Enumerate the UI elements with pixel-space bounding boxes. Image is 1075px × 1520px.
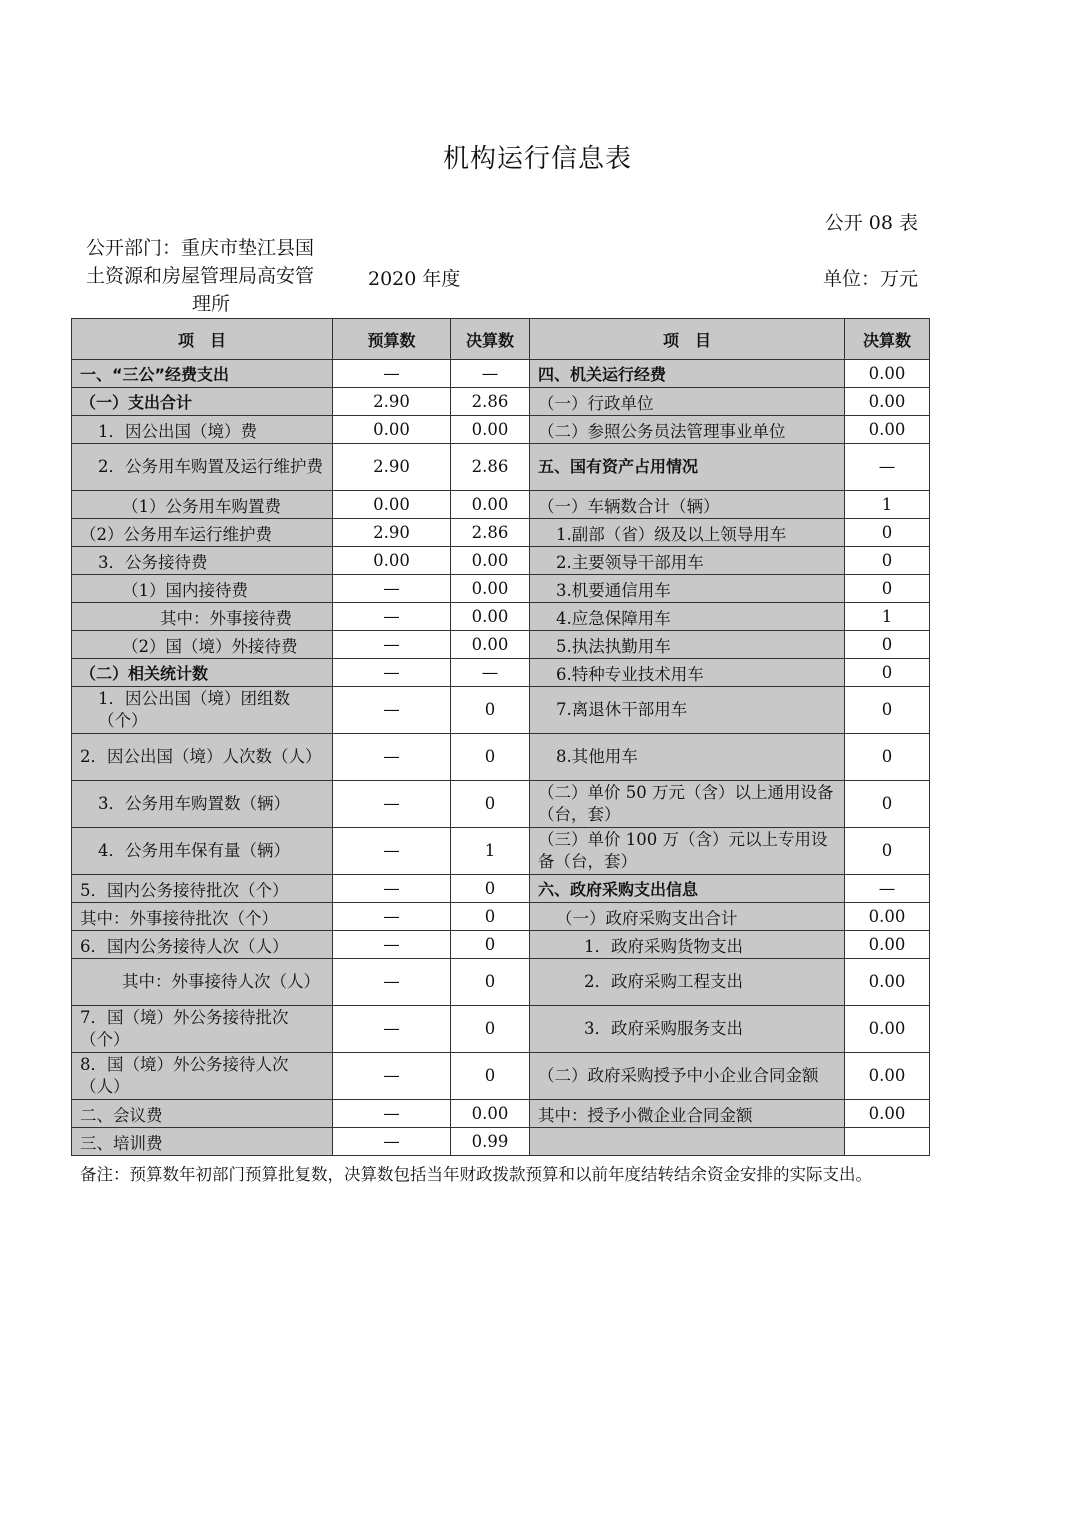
row-final: 0.00 <box>451 416 530 444</box>
row-item-right: （一）行政单位 <box>530 388 845 416</box>
row-item-left: 一、“三公”经费支出 <box>72 360 333 388</box>
row-item-right: 五、国有资产占用情况 <box>530 444 845 491</box>
row-final: 0.99 <box>451 1128 530 1156</box>
row-item-right: 2.主要领导干部用车 <box>530 547 845 575</box>
row-budget: — <box>333 687 451 734</box>
row-budget: — <box>333 1128 451 1156</box>
row-final-right: 0.00 <box>845 959 930 1006</box>
row-item-left: 其中：外事接待人次（人） <box>72 959 333 1006</box>
row-item-left: 5．国内公务接待批次（个） <box>72 875 333 903</box>
row-final-right: 1 <box>845 491 930 519</box>
row-final: — <box>451 659 530 687</box>
header-final-left: 决算数 <box>451 319 530 360</box>
row-budget: — <box>333 875 451 903</box>
row-final-right: 0 <box>845 687 930 734</box>
row-final-right: 0 <box>845 659 930 687</box>
row-final-right: 0 <box>845 631 930 659</box>
row-item-left: （1）公务用车购置费 <box>72 491 333 519</box>
table-row <box>72 519 930 547</box>
row-final-right: 0.00 <box>845 903 930 931</box>
table-row <box>72 959 930 1006</box>
row-budget: 0.00 <box>333 547 451 575</box>
row-item-right: 1.副部（省）级及以上领导用车 <box>530 519 845 547</box>
table-row <box>72 931 930 959</box>
table-row <box>72 1100 930 1128</box>
row-final: — <box>451 360 530 388</box>
row-item-right: 1．政府采购货物支出 <box>530 931 845 959</box>
header-item-left: 项 目 <box>72 319 333 360</box>
row-budget: — <box>333 575 451 603</box>
row-budget: 2.90 <box>333 519 451 547</box>
row-budget: — <box>333 1053 451 1100</box>
fiscal-year: 2020 年度 <box>368 268 461 290</box>
row-final: 0.00 <box>451 491 530 519</box>
row-item-left: （1）国内接待费 <box>72 575 333 603</box>
table-row <box>72 1053 930 1100</box>
row-item-right: 四、机关运行经费 <box>530 360 845 388</box>
row-final: 0 <box>451 734 530 781</box>
row-budget: 2.90 <box>333 444 451 491</box>
row-budget: 0.00 <box>333 416 451 444</box>
row-budget: — <box>333 734 451 781</box>
row-item-left: 其中：外事接待批次（个） <box>72 903 333 931</box>
row-item-left: （2）公务用车运行维护费 <box>72 519 333 547</box>
department-line: 理所 <box>192 293 231 315</box>
row-final: 0 <box>451 903 530 931</box>
row-final-right: 0.00 <box>845 1100 930 1128</box>
row-item-left: 3．公务接待费 <box>72 547 333 575</box>
table-row <box>72 875 930 903</box>
row-final: 0 <box>451 781 530 828</box>
page-title: 机构运行信息表 <box>442 144 632 174</box>
row-item-right: 3.机要通信用车 <box>530 575 845 603</box>
row-item-right: （一）政府采购支出合计 <box>530 903 845 931</box>
row-item-left: 4．公务用车保有量（辆） <box>72 828 333 875</box>
row-final-right: 0 <box>845 519 930 547</box>
row-item-right: 8.其他用车 <box>530 734 845 781</box>
row-final-right: 0.00 <box>845 388 930 416</box>
info-table <box>71 318 930 1156</box>
table-header-row <box>72 319 930 360</box>
row-final-right: 1 <box>845 603 930 631</box>
row-item-left: 3．公务用车购置数（辆） <box>72 781 333 828</box>
row-final: 0.00 <box>451 575 530 603</box>
row-final-right <box>845 1128 930 1156</box>
row-final: 2.86 <box>451 519 530 547</box>
table-row <box>72 444 930 491</box>
row-budget: — <box>333 781 451 828</box>
row-item-right: 六、政府采购支出信息 <box>530 875 845 903</box>
row-item-left: 2．公务用车购置及运行维护费 <box>72 444 333 491</box>
row-item-right: 其中：授予小微企业合同金额 <box>530 1100 845 1128</box>
row-final-right: 0.00 <box>845 1053 930 1100</box>
table-row <box>72 575 930 603</box>
row-final: 1 <box>451 828 530 875</box>
row-item-right: 5.执法执勤用车 <box>530 631 845 659</box>
table-row <box>72 416 930 444</box>
row-final: 0 <box>451 687 530 734</box>
table-row <box>72 388 930 416</box>
table-row <box>72 603 930 631</box>
row-item-right: 4.应急保障用车 <box>530 603 845 631</box>
row-item-right <box>530 1128 845 1156</box>
form-number: 公开 08 表 <box>824 212 918 234</box>
table-row <box>72 1006 930 1053</box>
row-item-left: 8．国（境）外公务接待人次（人） <box>72 1053 333 1100</box>
row-final-right: 0 <box>845 575 930 603</box>
row-item-right: 7.离退休干部用车 <box>530 687 845 734</box>
row-final-right: 0 <box>845 828 930 875</box>
table-row <box>72 659 930 687</box>
row-budget: 0.00 <box>333 491 451 519</box>
header-budget: 预算数 <box>333 319 451 360</box>
row-final: 0.00 <box>451 603 530 631</box>
row-item-right: （二）单价 50 万元（含）以上通用设备（台，套） <box>530 781 845 828</box>
department-line: 土资源和房屋管理局高安管 <box>86 265 315 287</box>
row-item-right: （三）单价 100 万（含）元以上专用设备（台，套） <box>530 828 845 875</box>
table-row <box>72 491 930 519</box>
row-item-left: 其中：外事接待费 <box>72 603 333 631</box>
row-item-left: 7．国（境）外公务接待批次（个） <box>72 1006 333 1053</box>
header-item-right: 项 目 <box>530 319 845 360</box>
row-final: 0 <box>451 1053 530 1100</box>
row-final-right: — <box>845 444 930 491</box>
row-item-left: 1．因公出国（境）团组数（个） <box>72 687 333 734</box>
row-final-right: 0.00 <box>845 1006 930 1053</box>
row-final-right: 0.00 <box>845 416 930 444</box>
row-final: 0 <box>451 1006 530 1053</box>
row-item-right: 3．政府采购服务支出 <box>530 1006 845 1053</box>
row-item-left: 二、会议费 <box>72 1100 333 1128</box>
row-item-right: （二）政府采购授予中小企业合同金额 <box>530 1053 845 1100</box>
row-item-left: （2）国（境）外接待费 <box>72 631 333 659</box>
table-row <box>72 734 930 781</box>
row-item-left: （二）相关统计数 <box>72 659 333 687</box>
table-row <box>72 1128 930 1156</box>
table-row <box>72 687 930 734</box>
table-row <box>72 781 930 828</box>
row-item-left: 三、培训费 <box>72 1128 333 1156</box>
row-final-right: 0 <box>845 734 930 781</box>
row-final: 0.00 <box>451 547 530 575</box>
table-row <box>72 547 930 575</box>
row-final: 2.86 <box>451 388 530 416</box>
row-final: 0.00 <box>451 1100 530 1128</box>
row-item-left: 2．因公出国（境）人次数（人） <box>72 734 333 781</box>
row-final-right: — <box>845 875 930 903</box>
row-item-left: 6．国内公务接待人次（人） <box>72 931 333 959</box>
row-final-right: 0 <box>845 547 930 575</box>
row-item-right: 6.特种专业技术用车 <box>530 659 845 687</box>
row-budget: — <box>333 959 451 1006</box>
row-item-right: （二）参照公务员法管理事业单位 <box>530 416 845 444</box>
row-budget: — <box>333 828 451 875</box>
table-row <box>72 903 930 931</box>
row-item-left: 1．因公出国（境）费 <box>72 416 333 444</box>
row-budget: — <box>333 659 451 687</box>
department-label <box>86 234 314 318</box>
row-final-right: 0.00 <box>845 931 930 959</box>
row-item-right: 2．政府采购工程支出 <box>530 959 845 1006</box>
row-budget: — <box>333 360 451 388</box>
row-final: 0.00 <box>451 631 530 659</box>
row-final: 2.86 <box>451 444 530 491</box>
row-item-left: （一）支出合计 <box>72 388 333 416</box>
row-budget: — <box>333 903 451 931</box>
row-budget: 2.90 <box>333 388 451 416</box>
unit-label: 单位：万元 <box>822 268 918 290</box>
header-final-right: 决算数 <box>845 319 930 360</box>
row-budget: — <box>333 603 451 631</box>
department-line: 公开部门：重庆市垫江县国 <box>86 237 315 259</box>
row-budget: — <box>333 931 451 959</box>
row-final-right: 0.00 <box>845 360 930 388</box>
footnote: 备注：预算数年初部门预算批复数，决算数包括当年财政拨款预算和以前年度结转结余资金安排的实际支出。 <box>80 1165 872 1184</box>
row-final: 0 <box>451 959 530 1006</box>
row-budget: — <box>333 1100 451 1128</box>
row-final: 0 <box>451 875 530 903</box>
table-row <box>72 360 930 388</box>
row-budget: — <box>333 1006 451 1053</box>
row-final-right: 0 <box>845 781 930 828</box>
row-item-right: （一）车辆数合计（辆） <box>530 491 845 519</box>
row-budget: — <box>333 631 451 659</box>
table-row <box>72 828 930 875</box>
table-row <box>72 631 930 659</box>
row-final: 0 <box>451 931 530 959</box>
